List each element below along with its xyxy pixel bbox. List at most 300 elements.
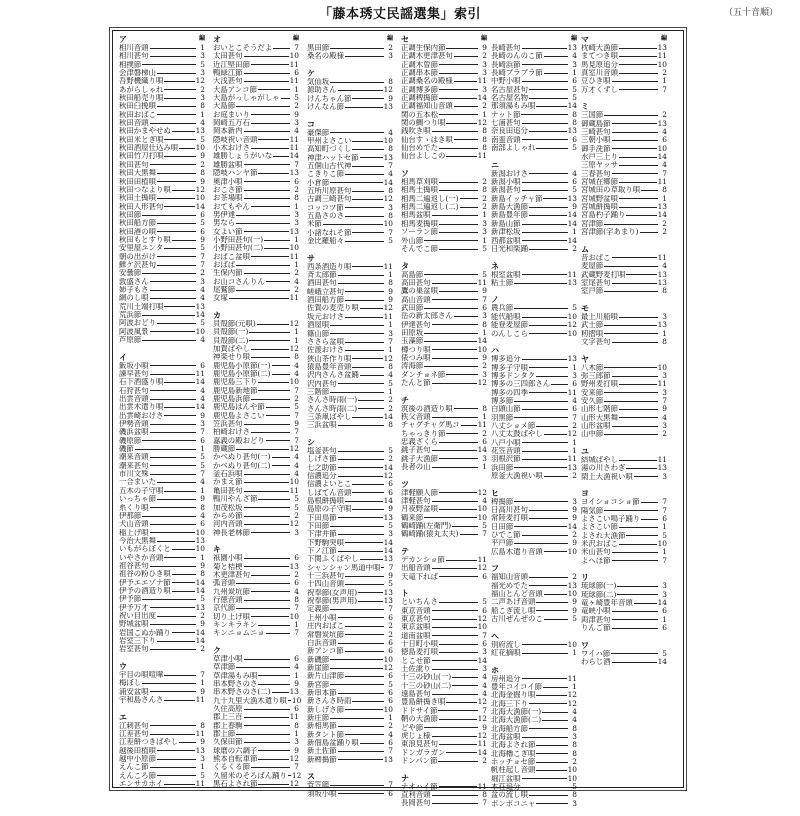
song-title: 飯坂小唄 xyxy=(119,361,149,370)
leader-line xyxy=(612,560,658,561)
index-entry xyxy=(491,733,577,741)
song-title: 馬見原追分 xyxy=(581,60,618,69)
leader-line xyxy=(536,602,568,603)
song-title: りんご節 xyxy=(581,623,611,632)
leader-line xyxy=(612,123,657,124)
index-entry xyxy=(581,532,667,540)
song-title: 新庄節 xyxy=(307,713,330,722)
volume-number: 10 xyxy=(291,695,302,705)
volume-number: 3 xyxy=(572,370,577,380)
index-entry xyxy=(581,456,667,464)
song-title: 出雲音頭 xyxy=(119,395,149,404)
index-entry xyxy=(401,111,487,119)
volume-number: 2 xyxy=(200,268,205,278)
song-title: 日光和楽踊 xyxy=(491,244,528,253)
index-section xyxy=(213,35,299,303)
volume-number: 3 xyxy=(388,202,393,212)
index-entry xyxy=(491,380,577,388)
leader-line xyxy=(330,526,384,527)
leader-line xyxy=(461,425,477,426)
volume-number: 8 xyxy=(388,211,393,221)
volume-number: 8 xyxy=(572,118,577,128)
index-entry xyxy=(401,312,487,320)
leader-line xyxy=(432,635,478,636)
volume-number: 5 xyxy=(388,521,393,531)
volume-number: 5 xyxy=(572,782,577,792)
song-title: 秋田船売り唄 xyxy=(119,94,164,103)
volume-number: 1 xyxy=(388,270,393,280)
leader-line xyxy=(258,382,288,383)
volume-number: 12 xyxy=(289,343,299,353)
index-entry xyxy=(213,763,299,771)
leader-line xyxy=(352,367,384,368)
index-entry xyxy=(401,497,487,505)
leader-line xyxy=(251,148,289,149)
song-title: ヨイショコショ節 xyxy=(581,498,640,507)
song-title: 新島豊年節 xyxy=(491,211,528,220)
leader-line xyxy=(345,734,384,735)
song-title: 男伊達 xyxy=(213,210,236,219)
index-entry xyxy=(491,641,577,649)
index-entry xyxy=(213,244,299,252)
volume-number: 12 xyxy=(383,662,393,672)
leader-line xyxy=(641,190,658,191)
volume-number: 5 xyxy=(572,303,577,313)
song-title: 菅笠節 xyxy=(307,781,330,790)
song-title: 八戸小唄 xyxy=(491,438,521,447)
index-entry xyxy=(119,487,205,495)
leader-line xyxy=(604,266,658,267)
volume-number: 12 xyxy=(383,194,393,204)
volume-number: 1 xyxy=(662,193,667,203)
index-entry xyxy=(213,504,299,512)
volume-number: 14 xyxy=(195,402,205,412)
index-entry xyxy=(581,414,667,422)
index-entry xyxy=(307,589,393,597)
song-title: 堀江盆唄 xyxy=(491,774,521,783)
volume-number: 9 xyxy=(388,286,393,296)
leader-line xyxy=(338,90,383,91)
leader-line xyxy=(529,510,568,511)
song-title: 木更津甚句 xyxy=(213,570,250,579)
index-section xyxy=(401,35,487,161)
volume-number: 8 xyxy=(572,109,577,119)
song-title: 関の五本松 xyxy=(401,110,438,119)
index-entry xyxy=(307,681,393,689)
volume-number: 8 xyxy=(482,134,487,144)
song-title: 敦盛さん xyxy=(119,277,149,286)
volume-number: 11 xyxy=(383,311,393,321)
volume-number: 7 xyxy=(388,161,393,171)
leader-line xyxy=(251,432,290,433)
leader-line xyxy=(432,610,478,611)
leader-line xyxy=(150,691,196,692)
volume-number: 2 xyxy=(294,184,299,194)
volume-number: 14 xyxy=(657,210,667,220)
volume-number: 11 xyxy=(657,454,667,464)
song-title: 俵つみ唄 xyxy=(401,353,431,362)
leader-line xyxy=(345,634,384,635)
song-title: 上州小唄 xyxy=(307,613,337,622)
volume-number: 12 xyxy=(289,779,299,789)
leader-line xyxy=(617,586,658,587)
section-heading: タ xyxy=(401,261,409,271)
song-title: 祖谷甚句 xyxy=(119,561,149,570)
volume-number: 3 xyxy=(572,496,577,506)
volume-number: 8 xyxy=(482,403,487,413)
index-entry xyxy=(119,102,205,110)
index-entry xyxy=(307,731,393,739)
song-title: 信濃追分 xyxy=(307,471,337,480)
leader-line xyxy=(345,501,383,502)
leader-line xyxy=(330,48,384,49)
index-entry xyxy=(491,439,577,447)
song-title: 秋田大黒舞 xyxy=(119,169,156,178)
index-section xyxy=(581,447,667,481)
song-title: 万才くずし xyxy=(581,85,618,94)
song-title: 宇和島さんさ xyxy=(119,696,164,705)
leader-line xyxy=(542,720,568,721)
leader-line xyxy=(244,131,290,132)
volume-number: 1 xyxy=(572,648,577,658)
leader-line xyxy=(164,306,194,307)
index-entry xyxy=(307,95,393,103)
volume-number: 8 xyxy=(200,101,205,111)
volume-number: 13 xyxy=(567,580,577,590)
leader-line xyxy=(244,516,290,517)
leader-line xyxy=(522,737,568,738)
song-title: 陽気節 xyxy=(581,506,604,515)
song-title: 東京盆唄 xyxy=(401,623,431,632)
section-heading: コ xyxy=(307,119,315,129)
volume-number: 9 xyxy=(294,745,299,755)
song-title: くるくる節 xyxy=(213,763,250,772)
index-section xyxy=(491,262,577,288)
leader-line xyxy=(529,367,568,368)
index-entry xyxy=(491,52,577,60)
volume-number: 13 xyxy=(657,277,667,287)
volume-number: 12 xyxy=(477,487,487,497)
index-entry xyxy=(491,119,577,127)
leader-line xyxy=(604,401,658,402)
volume-number: 1 xyxy=(200,762,205,772)
index-entry xyxy=(213,169,299,177)
leader-line xyxy=(536,770,566,771)
volume-number: 9 xyxy=(388,295,393,305)
volume-number: 9 xyxy=(662,404,667,414)
song-title: 草津湯もみ唄 xyxy=(213,671,258,680)
volume-number: 4 xyxy=(388,127,393,137)
volume-number: 9 xyxy=(388,93,393,103)
volume-number: 1 xyxy=(294,619,299,629)
song-title: 草津節 xyxy=(213,663,236,672)
volume-label: 編 xyxy=(292,35,299,42)
leader-line xyxy=(157,499,196,500)
volume-number: 6 xyxy=(482,639,487,649)
volume-number: 1 xyxy=(662,522,667,532)
index-column-4 xyxy=(401,35,487,816)
volume-number: 3 xyxy=(482,68,487,78)
volume-number: 3 xyxy=(200,68,205,78)
leader-line xyxy=(634,476,658,477)
index-entry xyxy=(307,129,393,137)
leader-line xyxy=(439,182,478,183)
song-title: 弧音頭 xyxy=(213,579,236,588)
song-title: 潮来音頭 xyxy=(119,453,149,462)
song-title: 北海金掘り唄 xyxy=(491,691,536,700)
leader-line xyxy=(244,491,289,492)
song-title: 田原坂 xyxy=(401,328,424,337)
volume-number: 3 xyxy=(662,471,667,481)
song-title: 郡上三百 xyxy=(213,713,243,722)
leader-line xyxy=(338,476,383,477)
leader-line xyxy=(439,602,478,603)
leader-line xyxy=(338,759,383,760)
song-title: 津軽甚句 xyxy=(401,497,431,505)
song-title: 犬山音頭 xyxy=(119,520,149,529)
leader-line xyxy=(352,98,384,99)
leader-line xyxy=(157,759,196,760)
song-title: 日高川甚句 xyxy=(491,505,528,514)
index-entry xyxy=(401,44,487,52)
song-title: 新津松坂 xyxy=(491,228,521,237)
volume-number: 7 xyxy=(662,168,667,178)
song-title: 三条凧ばやし xyxy=(307,412,352,421)
index-entry xyxy=(401,94,487,102)
song-title: 山形大黒舞 xyxy=(581,413,618,422)
index-entry xyxy=(119,688,205,696)
index-entry xyxy=(213,127,299,135)
index-entry xyxy=(307,530,393,538)
index-section xyxy=(401,547,487,581)
volume-number: 1 xyxy=(662,76,667,86)
volume-number: 13 xyxy=(383,754,393,764)
song-title: 下田節 xyxy=(307,522,330,531)
volume-number: 12 xyxy=(383,353,393,363)
index-entry xyxy=(213,770,302,780)
leader-line xyxy=(150,399,196,400)
volume-number: 9 xyxy=(200,686,205,696)
volume-number: 4 xyxy=(662,412,667,422)
volume-number: 6 xyxy=(294,553,299,563)
index-entry xyxy=(213,328,299,336)
song-title: シャンシャン馬道中唄 xyxy=(307,563,381,572)
index-entry xyxy=(491,77,577,85)
leader-line xyxy=(612,552,658,553)
index-entry xyxy=(307,187,393,195)
index-entry xyxy=(119,780,205,788)
volume-number: 6 xyxy=(294,578,299,588)
volume-number: 6 xyxy=(662,513,667,523)
volume-number: 2 xyxy=(572,572,577,582)
index-entry xyxy=(213,52,299,60)
index-entry xyxy=(401,623,487,631)
volume-number: 1 xyxy=(388,712,393,722)
volume-number: 3 xyxy=(482,218,487,228)
index-entry xyxy=(491,414,577,422)
song-title: 関の鯛つり唄 xyxy=(401,119,446,128)
leader-line xyxy=(236,265,290,266)
leader-line xyxy=(626,535,658,536)
volume-number: 6 xyxy=(572,134,577,144)
leader-line xyxy=(439,786,477,787)
volume-number: 4 xyxy=(662,127,667,137)
leader-line xyxy=(249,332,290,333)
volume-number: 2 xyxy=(572,529,577,539)
index-entry xyxy=(581,228,667,236)
leader-line xyxy=(544,56,568,57)
leader-line xyxy=(424,333,478,334)
index-entry xyxy=(119,44,205,52)
leader-line xyxy=(338,793,384,794)
leader-line xyxy=(439,73,478,74)
index-section xyxy=(401,169,487,253)
song-title: 今治大黒舞 xyxy=(119,536,156,545)
song-title: 雄勝盆唄 xyxy=(213,160,243,169)
song-title: 忠義ざくら xyxy=(401,437,438,446)
song-title: 五島さのさ xyxy=(307,212,344,221)
index-entry xyxy=(401,379,487,387)
index-entry xyxy=(581,153,667,161)
volume-number: 14 xyxy=(657,152,667,162)
index-entry xyxy=(401,371,487,379)
volume-number: 14 xyxy=(567,521,577,531)
song-title: 八丈太鼓ばやし xyxy=(491,430,543,439)
section-heading: ソ xyxy=(401,169,409,179)
index-entry xyxy=(213,228,299,236)
section-heading: チ xyxy=(401,395,409,405)
song-title: 佐渡おけさ xyxy=(307,346,344,355)
song-title: 天竜下れば xyxy=(401,572,438,581)
song-title: ドドサイ節 xyxy=(401,706,438,715)
volume-number: 11 xyxy=(289,76,299,86)
leader-line xyxy=(338,617,384,618)
index-entry xyxy=(307,204,393,212)
index-entry xyxy=(213,69,299,77)
index-entry xyxy=(491,548,577,556)
leader-line xyxy=(258,684,290,685)
song-title: 郡上春駒 xyxy=(213,721,243,730)
leader-line xyxy=(338,459,384,460)
song-title: デカンショ節 xyxy=(401,556,445,565)
volume-number: 3 xyxy=(200,276,205,286)
volume-number: 14 xyxy=(567,101,577,111)
leader-line xyxy=(164,700,194,701)
index-entry xyxy=(491,304,577,312)
index-entry xyxy=(491,455,577,463)
leader-line xyxy=(345,576,384,577)
song-title: 江差餅つきばやし xyxy=(119,738,179,747)
song-title: 正調稗搗節 xyxy=(401,94,438,103)
leader-line xyxy=(338,534,384,535)
leader-line xyxy=(432,450,477,451)
song-title: 熊本自転車節 xyxy=(213,755,258,764)
section-heading xyxy=(307,35,393,44)
volume-number: 9 xyxy=(572,538,577,548)
index-entry xyxy=(401,237,487,245)
song-title: 新島大漁節 xyxy=(491,203,528,212)
leader-line xyxy=(264,240,290,241)
song-title: 広島木遣り音頭 xyxy=(491,547,543,556)
index-entry xyxy=(401,405,487,413)
volume-number: 3 xyxy=(572,59,577,69)
volume-number: 1 xyxy=(482,109,487,119)
index-entry xyxy=(307,547,393,555)
index-entry xyxy=(401,186,487,194)
song-title: 古調三崎甚句 xyxy=(307,195,352,204)
index-entry xyxy=(119,529,205,537)
leader-line xyxy=(251,399,290,400)
leader-line xyxy=(236,215,290,216)
index-entry xyxy=(491,144,577,152)
index-entry xyxy=(119,595,205,603)
song-title: 女塚 xyxy=(213,294,228,303)
song-title: 豪傑節 xyxy=(307,128,330,137)
index-entry xyxy=(491,590,577,598)
leader-line xyxy=(514,308,568,309)
leader-line xyxy=(236,734,290,735)
leader-line xyxy=(604,367,656,368)
leader-line xyxy=(164,557,196,558)
song-title: 京代節 xyxy=(213,604,236,613)
volume-number: 10 xyxy=(289,243,299,253)
song-title: おばば xyxy=(213,260,236,269)
volume-number: 2 xyxy=(294,394,299,404)
index-entry xyxy=(581,330,667,338)
leader-line xyxy=(536,610,568,611)
song-title: 武田節 xyxy=(401,303,424,312)
volume-number: 11 xyxy=(567,269,577,279)
volume-number: 12 xyxy=(477,118,487,128)
leader-line xyxy=(172,582,195,583)
leader-line xyxy=(612,611,658,612)
song-title: 鹿児島小原節(一) xyxy=(213,361,271,370)
index-entry xyxy=(401,615,487,623)
index-entry xyxy=(307,706,393,714)
song-title: 博多節 xyxy=(491,396,514,405)
leader-line xyxy=(272,457,290,458)
index-entry xyxy=(491,539,577,547)
volume-number: 3 xyxy=(482,453,487,463)
song-title: おばこ盆唄 xyxy=(213,252,250,261)
section-heading: テ xyxy=(401,547,409,557)
volume-number: 11 xyxy=(477,420,487,430)
leader-line xyxy=(438,710,478,711)
leader-line xyxy=(172,591,195,592)
leader-line xyxy=(432,795,478,796)
leader-line xyxy=(536,803,568,804)
volume-number: 13 xyxy=(195,602,205,612)
index-entry xyxy=(307,413,393,421)
index-section xyxy=(581,489,667,565)
volume-number: 1 xyxy=(200,109,205,119)
volume-number: 4 xyxy=(572,51,577,61)
volume-number: 9 xyxy=(200,737,205,747)
leader-line xyxy=(179,742,196,743)
volume-number: 14 xyxy=(383,546,393,556)
volume-number: 6 xyxy=(388,687,393,697)
leader-line xyxy=(244,231,289,232)
song-title: 隠岐ハンヤ節 xyxy=(213,169,258,178)
volume-number: 3 xyxy=(662,370,667,380)
volume-number: 8 xyxy=(572,748,577,758)
song-title: 那須湯もみ唄 xyxy=(491,102,536,111)
song-title: 酒屋唄 xyxy=(307,321,330,330)
index-entry xyxy=(307,220,393,228)
index-entry xyxy=(213,629,299,637)
song-title: 山形盆唄 xyxy=(581,421,611,430)
index-entry xyxy=(213,655,299,663)
